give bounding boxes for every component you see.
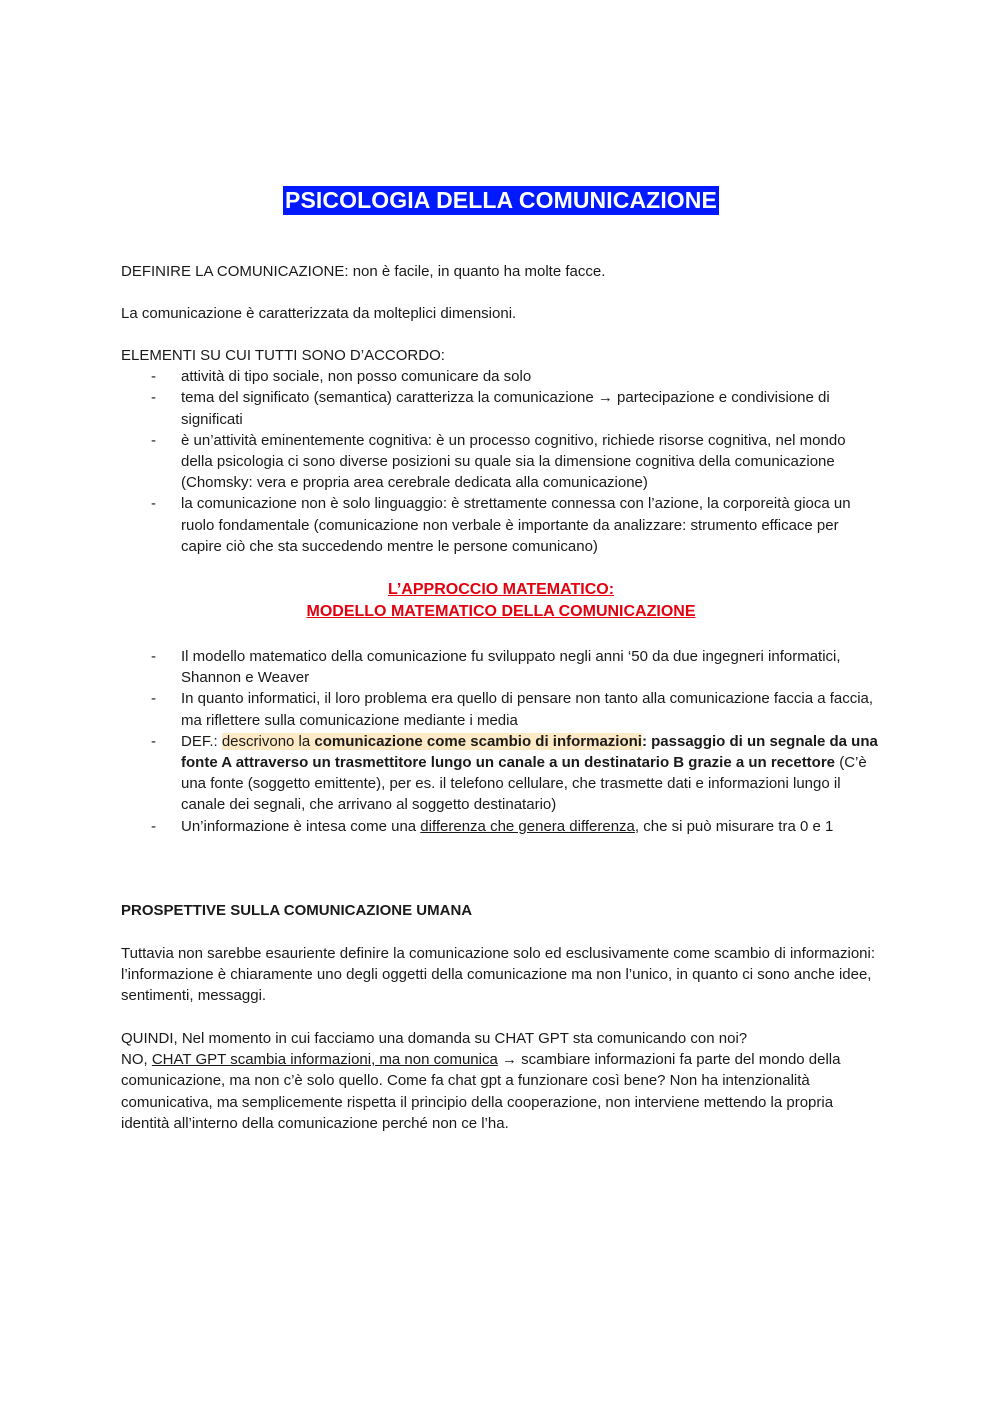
approccio-heading — [121, 579, 881, 623]
approccio-heading-line1: L’APPROCCIO MATEMATICO: — [387, 581, 615, 598]
dash-bullet: - — [151, 817, 156, 835]
dash-bullet: - — [151, 690, 156, 708]
approccio-heading-line2: MODELLO MATEMATICO DELLA COMUNICAZIONE — [306, 603, 696, 620]
elementi-section — [121, 345, 881, 557]
list-item — [121, 493, 881, 557]
highlighted-bold-text: comunicazione come scambio di informazioni — [314, 732, 642, 750]
prospettive-paragraph: Tuttavia non sarebbe esauriente definire la comunicazione solo ed esclusivamente come scambio di informazioni: l’informazione è chiaramente uno degli oggetti della comunicazione ma non l’unico, in quanto ci sono anche idee, sentimenti, messaggi. — [121, 945, 876, 1005]
list-item — [121, 366, 881, 387]
list-item — [121, 646, 881, 688]
prospettive-heading-block — [121, 900, 881, 921]
prospettive-paragraph-block — [121, 943, 881, 1007]
list-item-text: tema del significato (semantica) caratterizza la comunicazione → partecipazione e condivisione di significati — [181, 389, 830, 428]
highlighted-text: descrivono la — [221, 732, 315, 750]
dash-bullet: - — [151, 648, 156, 665]
list-item — [121, 387, 881, 429]
approccio-list — [121, 646, 881, 837]
intro-section — [121, 261, 881, 282]
dash-bullet: - — [151, 389, 156, 407]
prospettive-heading: PROSPETTIVE SULLA COMUNICAZIONE UMANA — [121, 902, 473, 919]
list-item-text: la comunicazione non è solo linguaggio: è strettamente connessa con l’azione, la corporeità gioca un ruolo fondamentale (comunicazione non verbale è importante da analizzare: strumento efficace per capire ciò che sta succedendo mentre le persone comunicano) — [181, 495, 851, 555]
def-prefix: DEF.: — [181, 732, 222, 750]
quindi-paragraph: QUINDI, Nel momento in cui facciamo una domanda su CHAT GPT sta comunicando con noi? — [121, 1030, 748, 1047]
underlined-text: differenza che genera differenza — [420, 817, 635, 835]
dash-bullet: - — [151, 368, 156, 386]
no-paragraph — [121, 1049, 881, 1134]
definire-paragraph: DEFINIRE LA COMUNICAZIONE: non è facile, in quanto ha molte facce. — [121, 263, 606, 280]
list-item-text: In quanto informatici, il loro problema era quello di pensare non tanto alla comunicazione faccia a faccia, ma riflettere sulla comunicazione mediante i media — [181, 690, 874, 729]
list-item — [121, 688, 881, 730]
list-item-text: è un’attività eminentemente cognitiva: è un processo cognitivo, richiede risorse cognitiva, nel mondo della psicologia ci sono diverse posizioni su quale sia la dimensione cognitiva della comunicazione (Chomsky: vera e propria area cerebrale dedicata alla comunicazione) — [181, 431, 846, 492]
dash-bullet: - — [151, 431, 156, 449]
info-suffix: , che si può misurare tra 0 e 1 — [634, 817, 834, 835]
elementi-list — [121, 366, 881, 557]
list-item — [121, 430, 881, 494]
dash-bullet: - — [151, 732, 156, 750]
info-prefix: Un’informazione è intesa come una — [181, 817, 421, 835]
elementi-heading: ELEMENTI SU CUI TUTTI SONO D’ACCORDO: — [121, 347, 445, 364]
list-item-text: Il modello matematico della comunicazione fu sviluppato negli anni ‘50 da due ingegneri informatici, Shannon e Weaver — [181, 648, 841, 687]
definition-rest: (C’è una fonte (soggetto emittente), per es. il telefono cellulare, che trasmette dati e informazioni lungo il canale dei segnali, che arrivano al soggetto destinatario) — [181, 754, 867, 814]
no-prefix: NO, — [121, 1051, 152, 1069]
underlined-text: CHAT GPT scambia informazioni, ma non comunica — [151, 1051, 498, 1069]
bold-definition: : passaggio di un segnale da una fonte A attraverso un trasmettitore lungo un canale a un destinatario B grazie a un recettore — [181, 732, 878, 772]
document-title: PSICOLOGIA DELLA COMUNICAZIONE — [285, 187, 717, 213]
no-rest: → scambiare informazioni fa parte del mondo della comunicazione, ma non c’è solo quello. Come fa chat gpt a funzionare così bene? Non ha intenzionalità comunicativa, ma semplicemente rispetta il principio della cooperazione, non interviene mettendo la propria identità all’interno della comunicazione perché non ce l’ha. — [121, 1051, 841, 1132]
list-item-text: attività di tipo sociale, non posso comunicare da solo — [181, 368, 532, 386]
dimensioni-section — [121, 303, 881, 324]
dash-bullet: - — [151, 495, 156, 513]
list-item — [121, 731, 881, 816]
title-wrapper — [121, 186, 881, 215]
list-item — [121, 816, 881, 837]
dimensioni-paragraph: La comunicazione è caratterizzata da molteplici dimensioni. — [121, 305, 517, 322]
approccio-section — [121, 646, 881, 837]
chatgpt-block — [121, 1028, 881, 1134]
